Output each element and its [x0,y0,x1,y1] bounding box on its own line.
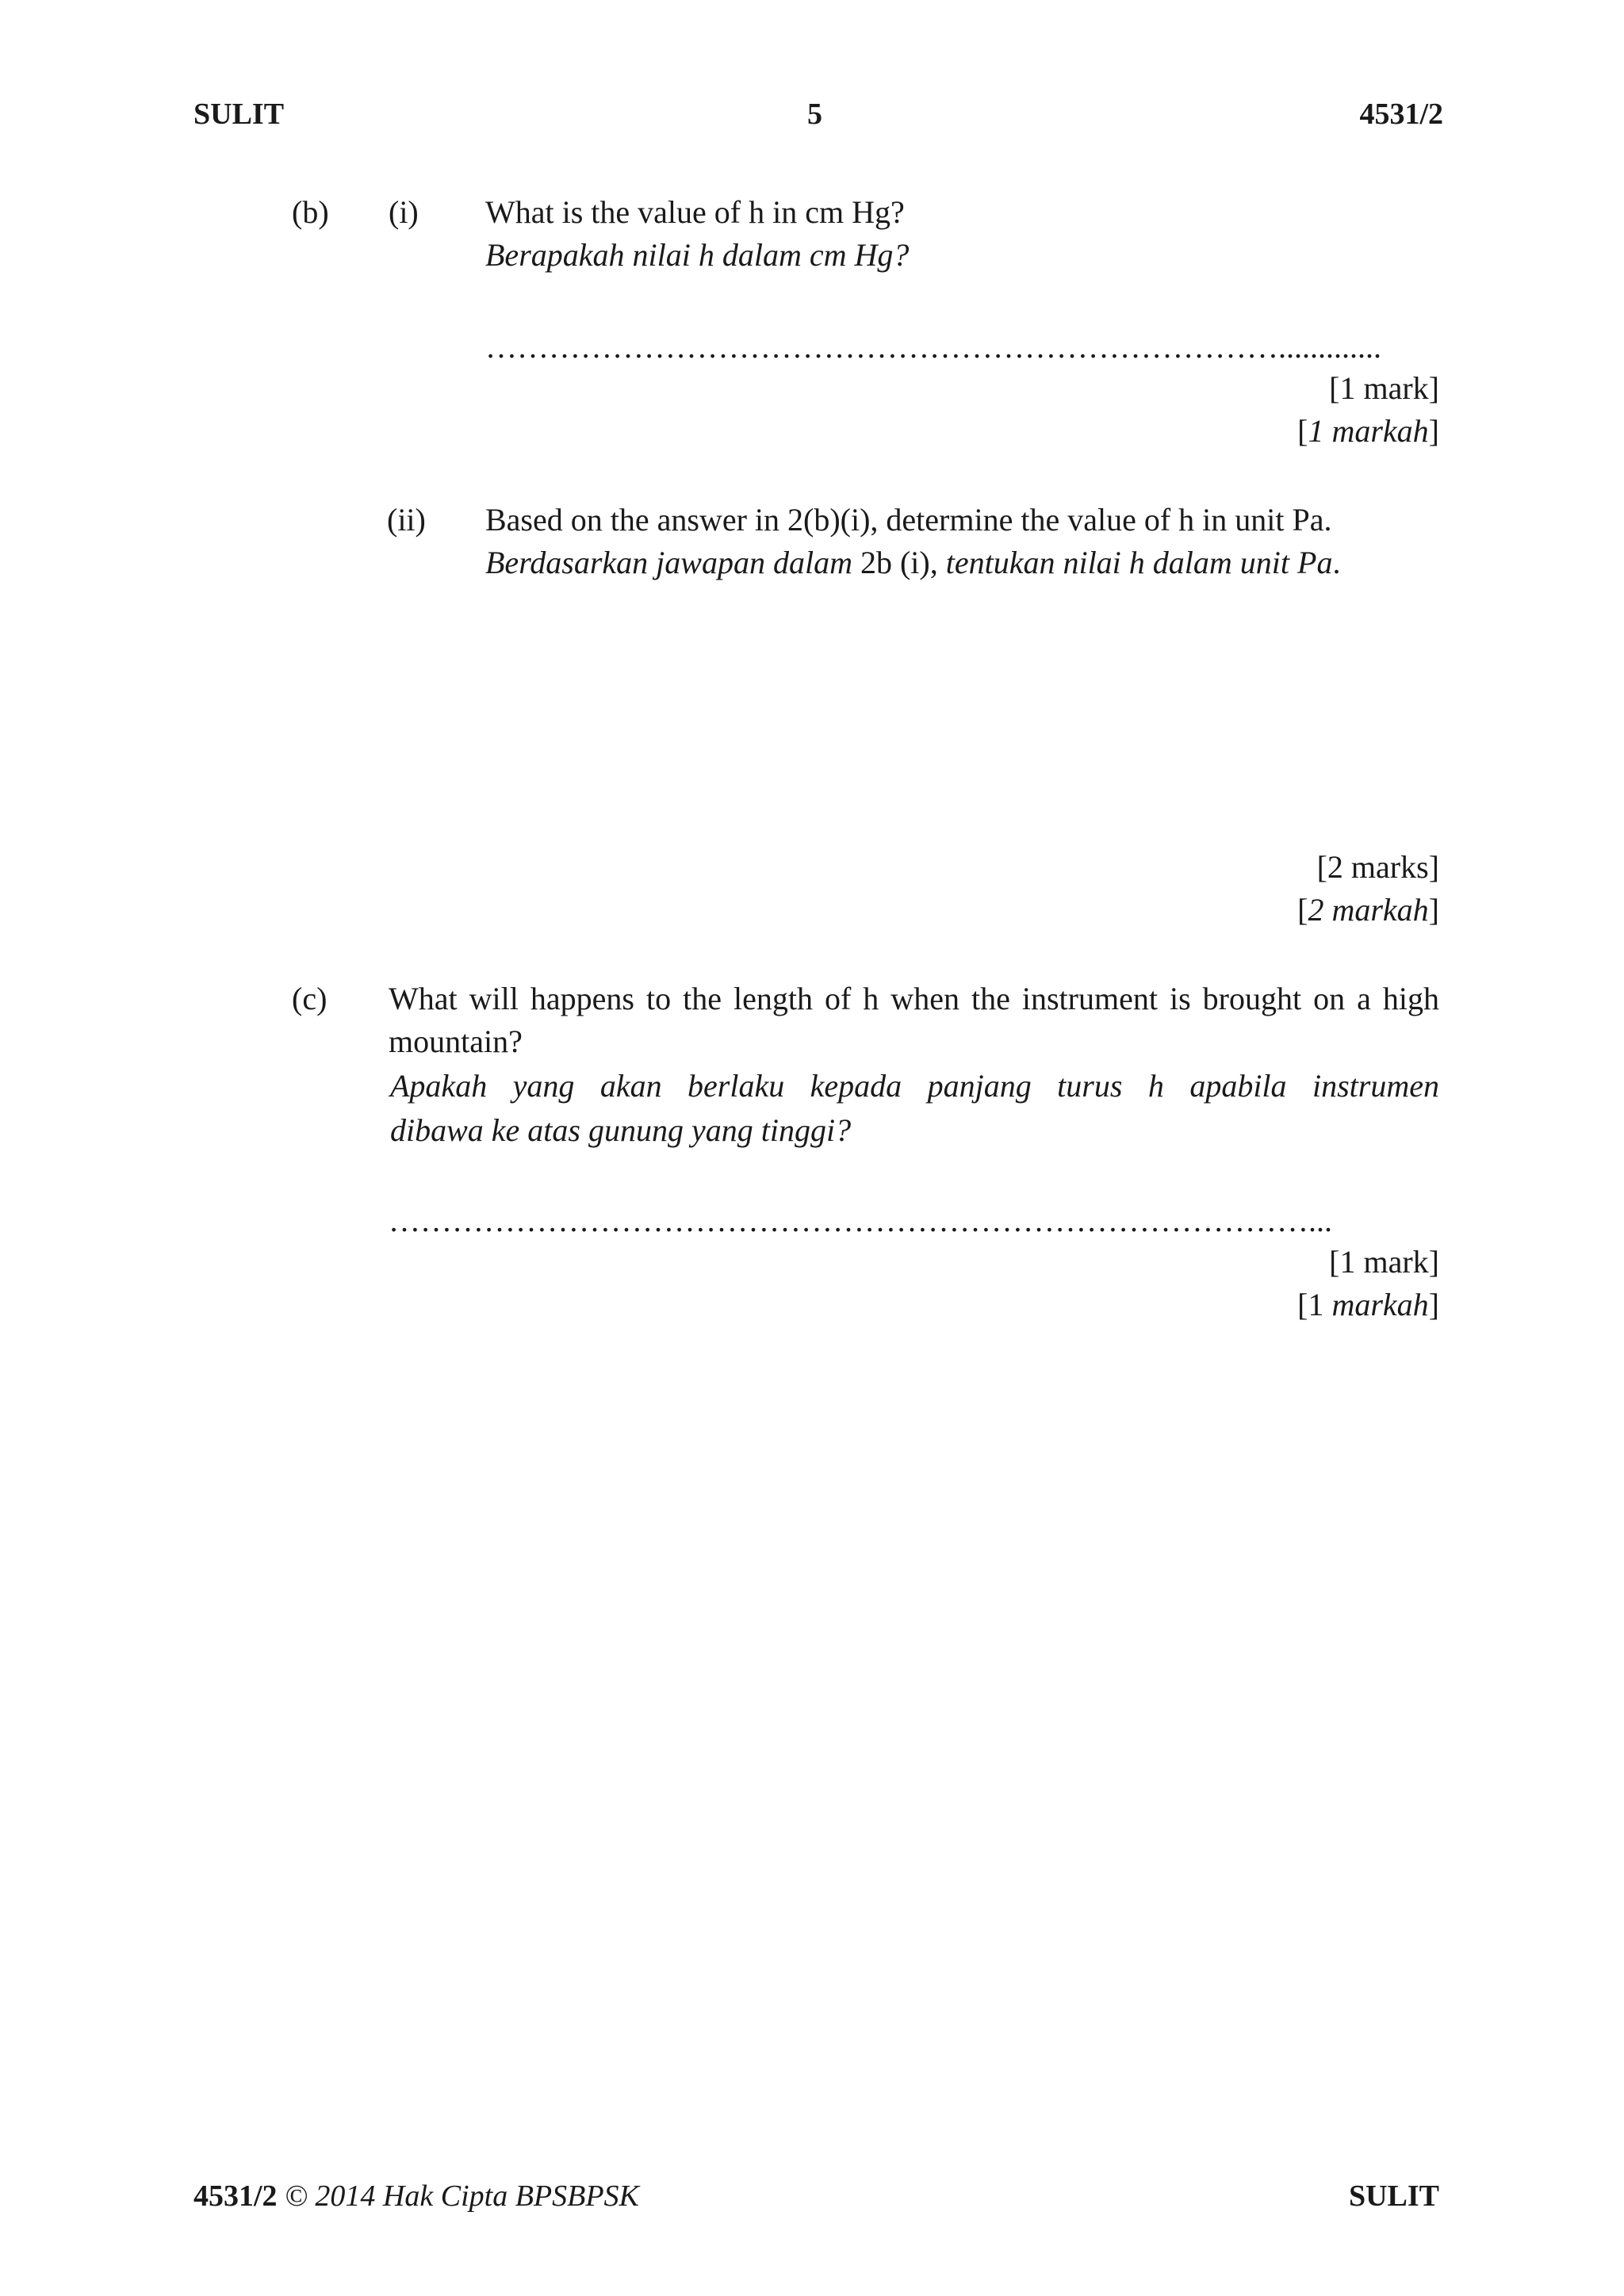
question-c-text-en-line2: mountain? [389,1024,523,1059]
question-c-answer-line[interactable]: ……………………………………………………………………………... [389,1203,1332,1238]
question-c-text-en-line1: What will happens to the length of h when the instrument is brought on a high [389,981,1439,1016]
header-sulit-left: SULIT [193,98,285,131]
part-ii-answer-space[interactable] [485,603,1439,840]
question-c-text-ms-line1: Apakah yang akan berlaku kepada panjang turus h apabila instrumen [390,1068,1439,1104]
question-c-mark-en: [1 mark] [1329,1244,1439,1280]
question-c-mark-ms: [1 markah] [1297,1287,1439,1322]
question-c-text-ms-line2: dibawa ke atas gunung yang tinggi? [390,1112,852,1148]
question-c-label: (c) [292,981,327,1016]
part-ii-mark-en: [2 marks] [1316,849,1439,885]
part-ii-label: (ii) [387,502,426,538]
header-paper-code: 4531/2 [1359,98,1443,131]
part-i-mark-ms: [1 markah] [1297,413,1439,449]
part-ii-question-en: Based on the answer in 2(b)(i), determine the value of h in unit Pa. [485,502,1332,538]
part-ii-mark-ms: [2 markah] [1297,892,1439,928]
part-i-answer-line[interactable]: …………………………………………………………………............. [485,329,1381,365]
footer-copyright: 4531/2 © 2014 Hak Cipta BPSBPSK [193,2179,639,2213]
part-i-question-ms: Berapakah nilai h dalam cm Hg? [485,237,910,273]
part-i-mark-en: [1 mark] [1329,370,1439,406]
question-b-label: (b) [292,194,329,230]
part-ii-question-ms: Berdasarkan jawapan dalam 2b (i), tentukan nilai h dalam unit Pa. [485,545,1341,580]
footer-sulit-right: SULIT [1348,2179,1439,2213]
page-number: 5 [807,98,822,131]
part-i-label: (i) [389,194,419,230]
part-i-question-en: What is the value of h in cm Hg? [485,194,905,230]
